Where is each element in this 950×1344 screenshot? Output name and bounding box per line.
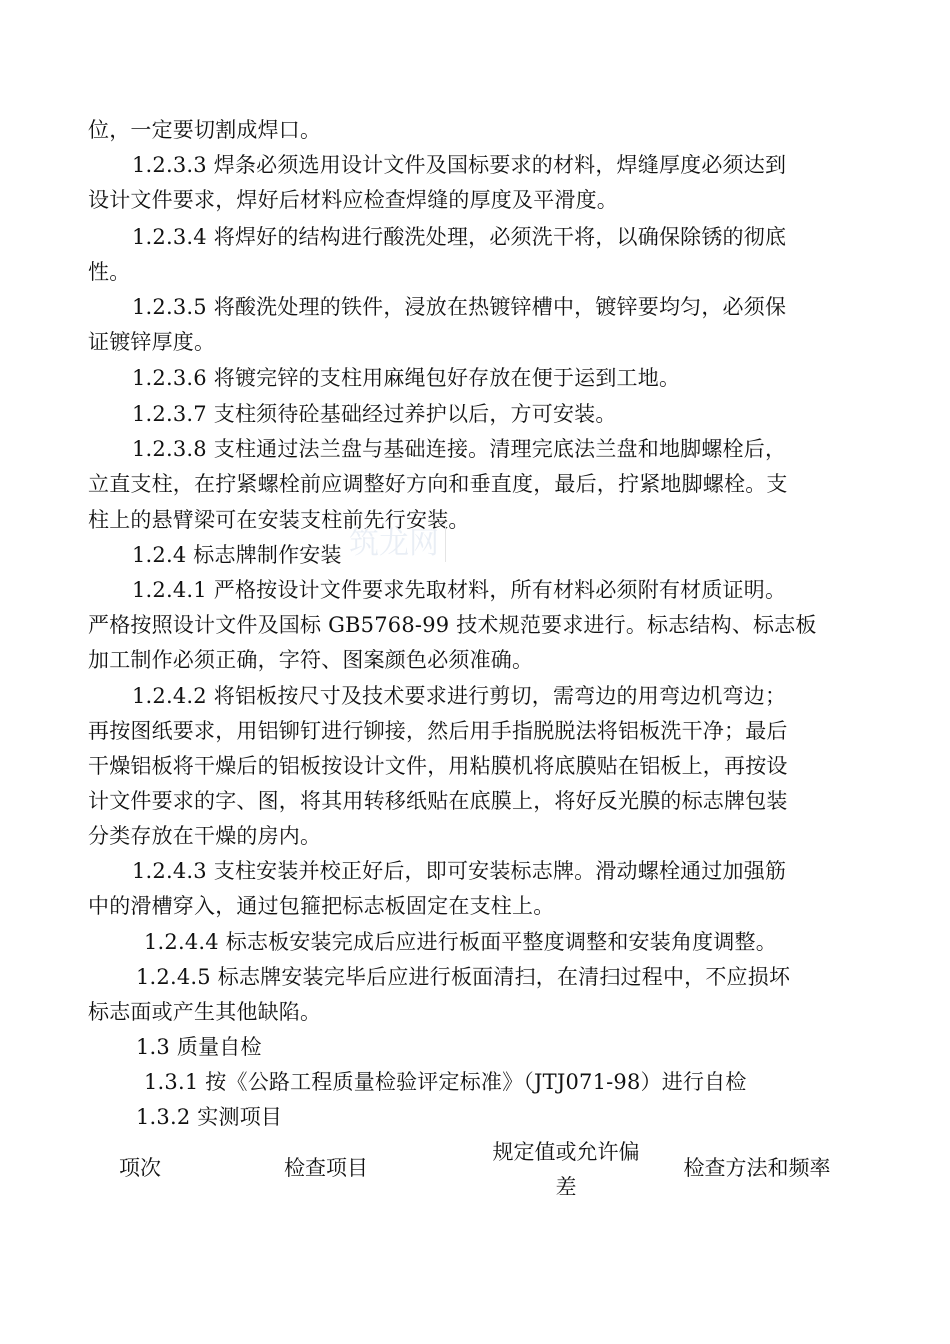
table-header-item-no: 项次 <box>119 1156 161 1180</box>
text-line: 1.2.3.6 将镀完锌的支柱用麻绳包好存放在便于运到工地。 <box>132 366 681 390</box>
text-line: 1.2.3.7 支柱须待砼基础经过养护以后，方可安装。 <box>132 402 617 426</box>
text-line: 设计文件要求，焊好后材料应检查焊缝的厚度及平滑度。 <box>88 188 618 212</box>
text-line: 1.2.4.2 将铝板按尺寸及技术要求进行剪切，需弯边的用弯边机弯边； <box>132 684 787 708</box>
text-line: 位，一定要切割成焊口。 <box>88 118 322 142</box>
text-line: 性。 <box>88 260 131 284</box>
text-line: 柱上的悬臂梁可在安装支柱前先行安装。 <box>88 508 470 532</box>
text-line: 分类存放在干燥的房内。 <box>88 824 322 848</box>
table-header-tolerance-line2: 差 <box>555 1175 577 1199</box>
section-heading: 1.3 质量自检 <box>136 1035 262 1059</box>
text-line: 1.2.3.5 将酸洗处理的铁件，浸放在热镀锌槽中，镀锌要均匀，必须保 <box>132 295 787 319</box>
text-line: 1.3.2 实测项目 <box>136 1105 283 1129</box>
text-line: 1.2.3.4 将焊好的结构进行酸洗处理，必须洗干将，以确保除锈的彻底 <box>132 225 787 249</box>
text-line: 1.3.1 按《公路工程质量检验评定标准》（JTJ071-98）进行自检 <box>144 1070 747 1094</box>
text-line: 证镀锌厚度。 <box>88 330 216 354</box>
table-header-tolerance-line1: 规定值或允许偏 <box>492 1140 640 1164</box>
text-line: 1.2.4.3 支柱安装并校正好后，即可安装标志牌。滑动螺栓通过加强筋 <box>132 859 787 883</box>
text-line: 1.2.3.8 支柱通过法兰盘与基础连接。清理完底法兰盘和地脚螺栓后， <box>132 437 787 461</box>
section-heading: 1.2.4 标志牌制作安装 <box>132 543 342 567</box>
table-header-check-item: 检查项目 <box>284 1156 368 1180</box>
text-line: 干燥铝板将干燥后的铝板按设计文件，用粘膜机将底膜贴在铝板上，再按设 <box>88 754 788 778</box>
table-header-method-frequency: 检查方法和频率 <box>683 1156 831 1180</box>
text-line: 严格按照设计文件及国标 GB5768-99 技术规范要求进行。标志结构、标志板 <box>88 613 817 637</box>
text-line: 中的滑槽穿入，通过包箍把标志板固定在支柱上。 <box>88 894 555 918</box>
text-line: 1.2.4.5 标志牌安装完毕后应进行板面清扫，在清扫过程中，不应损坏 <box>136 965 791 989</box>
text-line: 加工制作必须正确，字符、图案颜色必须准确。 <box>88 648 534 672</box>
text-line: 立直支柱，在拧紧螺栓前应调整好方向和垂直度，最后，拧紧地脚螺栓。支 <box>88 472 788 496</box>
text-line: 再按图纸要求，用铝铆钉进行铆接，然后用手指脱脱法将铝板洗干净；最后 <box>88 719 788 743</box>
text-line: 1.2.4.1 严格按设计文件要求先取材料，所有材料必须附有材质证明。 <box>132 578 787 602</box>
text-line: 1.2.4.4 标志板安装完成后应进行板面平整度调整和安装角度调整。 <box>144 930 777 954</box>
watermark: 筑龙网 <box>296 526 446 562</box>
text-line: 标志面或产生其他缺陷。 <box>88 1000 322 1024</box>
text-line: 计文件要求的字、图，将其用转移纸贴在底膜上，将好反光膜的标志牌包装 <box>88 789 788 813</box>
text-line: 1.2.3.3 焊条必须选用设计文件及国标要求的材料，焊缝厚度必须达到 <box>132 153 787 177</box>
